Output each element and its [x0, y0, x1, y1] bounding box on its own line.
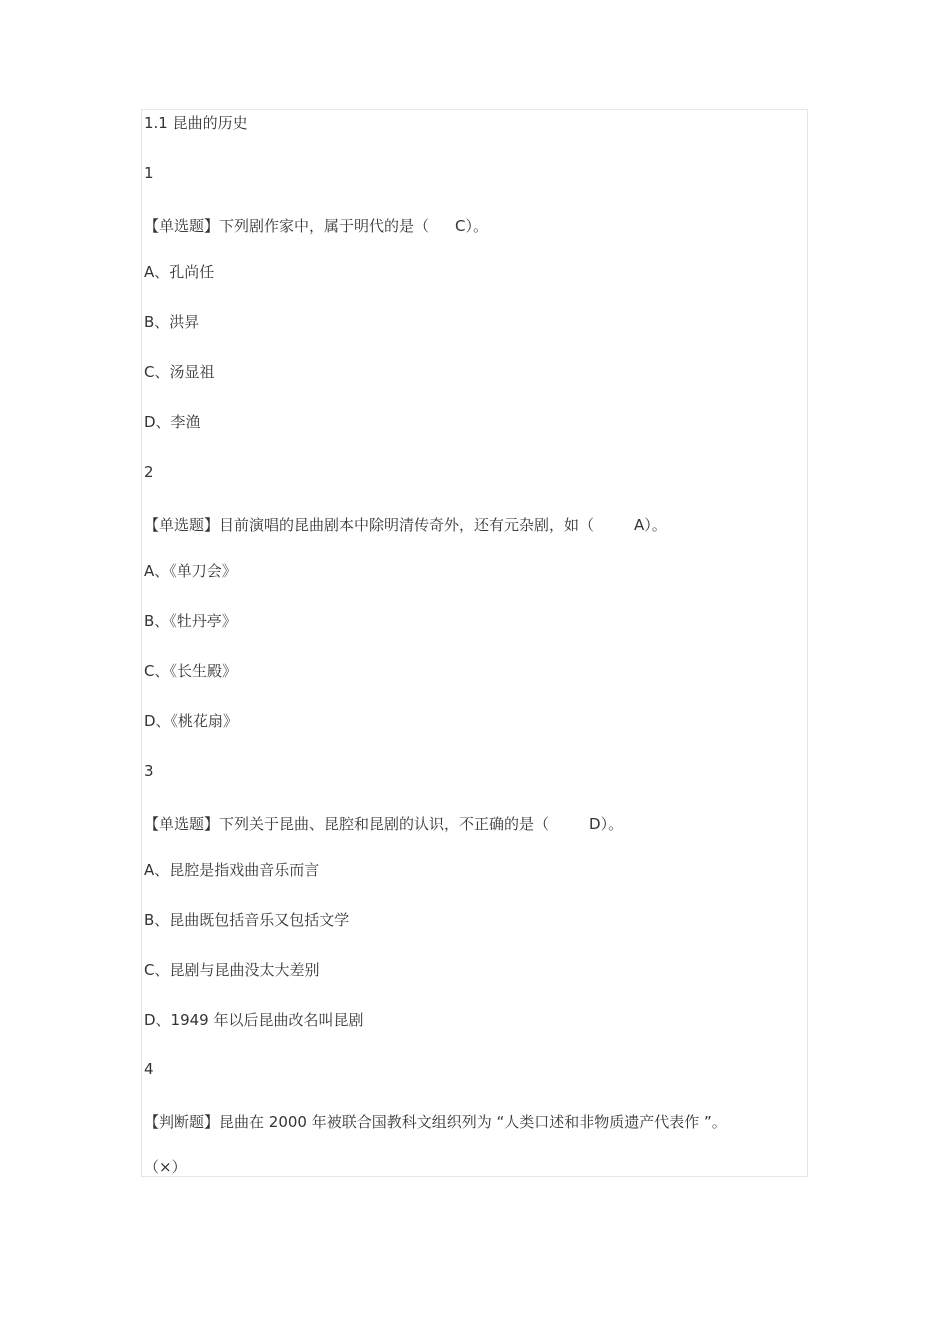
option-a: A、昆腔是指戏曲音乐而言 — [144, 861, 320, 879]
option-a: A、孔尚任 — [144, 263, 215, 281]
question-number: 1 — [144, 164, 154, 182]
option-c: C、汤显祖 — [144, 363, 215, 381]
question-stem — [144, 1112, 727, 1132]
question-number: 4 — [144, 1060, 154, 1078]
option-a: A、《单刀会》 — [144, 562, 237, 580]
stem-text: 下列剧作家中，属于明代的是（ — [219, 217, 430, 235]
answer-letter: D — [589, 815, 601, 833]
stem-text: 下列关于昆曲、昆腔和昆剧的认识，不正确的是（ — [219, 815, 550, 833]
option-c: C、《长生殿》 — [144, 662, 237, 680]
option-d: D、《桃花扇》 — [144, 712, 239, 730]
question-stem — [144, 515, 667, 535]
question-type: 【单选题】 — [144, 815, 220, 833]
option-d: D、1949 年以后昆曲改名叫昆剧 — [144, 1011, 364, 1029]
option-b: B、洪昇 — [144, 313, 200, 331]
option-d: D、李渔 — [144, 413, 201, 431]
question-number: 2 — [144, 463, 154, 481]
question-type: 【判断题】 — [144, 1113, 220, 1131]
question-number: 3 — [144, 762, 154, 780]
question-stem — [144, 814, 623, 834]
question-type: 【单选题】 — [144, 516, 220, 534]
section-title: 1.1 昆曲的历史 — [144, 114, 248, 132]
stem-text-end: ）。 — [644, 516, 667, 534]
question-type: 【单选题】 — [144, 217, 220, 235]
stem-text: 昆曲在 2000 年被联合国教科文组织列为 “人类口述和非物质遗产代表作 ”。 — [219, 1113, 727, 1131]
option-c: C、昆剧与昆曲没太大差别 — [144, 961, 320, 979]
option-b: B、《牡丹亭》 — [144, 612, 237, 630]
option-b: B、昆曲既包括音乐又包括文学 — [144, 911, 350, 929]
answer-letter: A — [634, 516, 645, 534]
stem-text-end: ）。 — [600, 815, 624, 833]
answer-mark: （×） — [144, 1158, 187, 1176]
answer-letter: C — [455, 217, 466, 235]
stem-text-end: ）。 — [465, 217, 489, 235]
question-stem — [144, 216, 488, 236]
stem-text: 目前演唱的昆曲剧本中除明清传奇外，还有元杂剧，如（ — [219, 516, 595, 534]
